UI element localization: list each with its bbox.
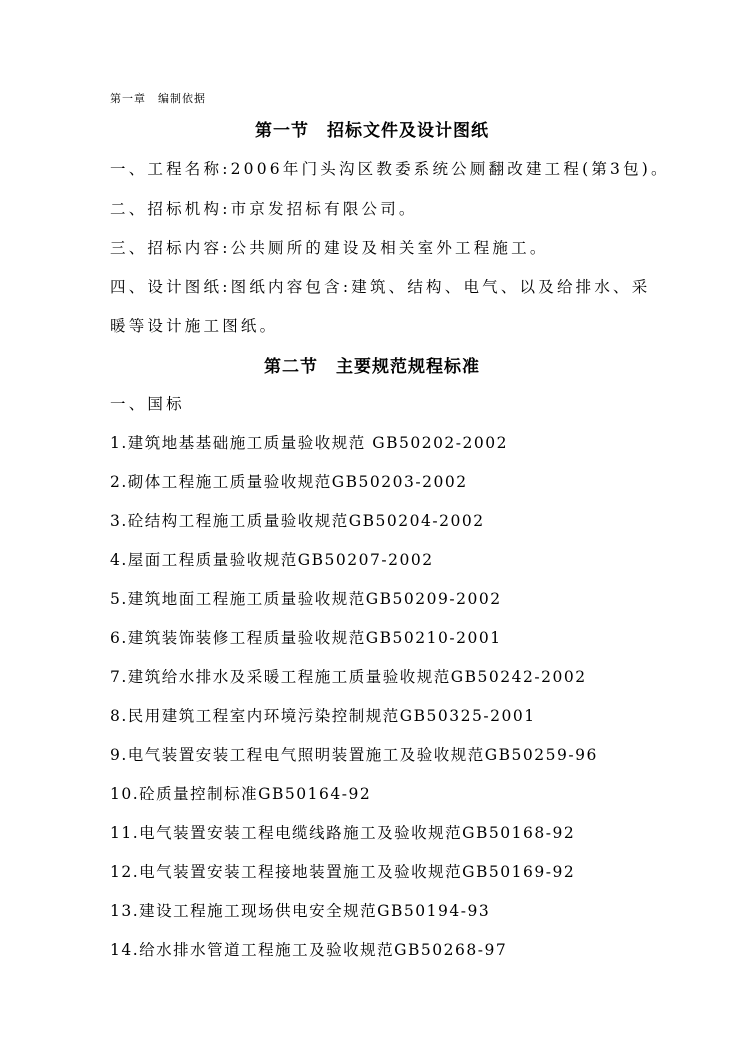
standard-item: 11.电气装置安装工程电缆线路施工及验收规范GB50168-92: [110, 824, 576, 842]
standard-item: 9.电气装置安装工程电气照明装置施工及验收规范GB50259-96: [110, 746, 598, 764]
standard-item: 6.建筑装饰装修工程质量验收规范GB50210-2001: [110, 629, 502, 647]
standard-item: 12.电气装置安装工程接地装置施工及验收规范GB50169-92: [110, 863, 576, 881]
section-2-subheading: 一、国标: [110, 395, 185, 413]
standard-item: 10.砼质量控制标准GB50164-92: [110, 785, 372, 803]
section-1-item: 四、设计图纸:图纸内容包含:建筑、结构、电气、以及给排水、采: [110, 278, 651, 296]
standard-item: 13.建设工程施工现场供电安全规范GB50194-93: [110, 902, 491, 920]
section-1-item: 三、招标内容:公共厕所的建设及相关室外工程施工。: [110, 239, 549, 257]
standard-item: 7.建筑给水排水及采暖工程施工质量验收规范GB50242-2002: [110, 668, 587, 686]
section-1-item: 一、工程名称:2006年门头沟区教委系统公厕翻改建工程(第3包)。: [110, 160, 670, 178]
section-1-item: 暖等设计施工图纸。: [110, 317, 279, 335]
standard-item: 1.建筑地基基础施工质量验收规范 GB50202-2002: [110, 434, 508, 452]
standard-item: 8.民用建筑工程室内环境污染控制规范GB50325-2001: [110, 707, 536, 725]
chapter-header: 第一章 编制依据: [110, 92, 206, 105]
standard-item: 2.砌体工程施工质量验收规范GB50203-2002: [110, 473, 468, 491]
standard-item: 4.屋面工程质量验收规范GB50207-2002: [110, 551, 434, 569]
standard-item: 14.给水排水管道工程施工及验收规范GB50268-97: [110, 941, 508, 959]
section-1-title: 第一节 招标文件及设计图纸: [255, 121, 489, 141]
section-1-item: 二、招标机构:市京发招标有限公司。: [110, 200, 418, 218]
standard-item: 3.砼结构工程施工质量验收规范GB50204-2002: [110, 512, 485, 530]
section-2-title: 第二节 主要规范规程标准: [264, 357, 480, 377]
standard-item: 5.建筑地面工程施工质量验收规范GB50209-2002: [110, 590, 502, 608]
